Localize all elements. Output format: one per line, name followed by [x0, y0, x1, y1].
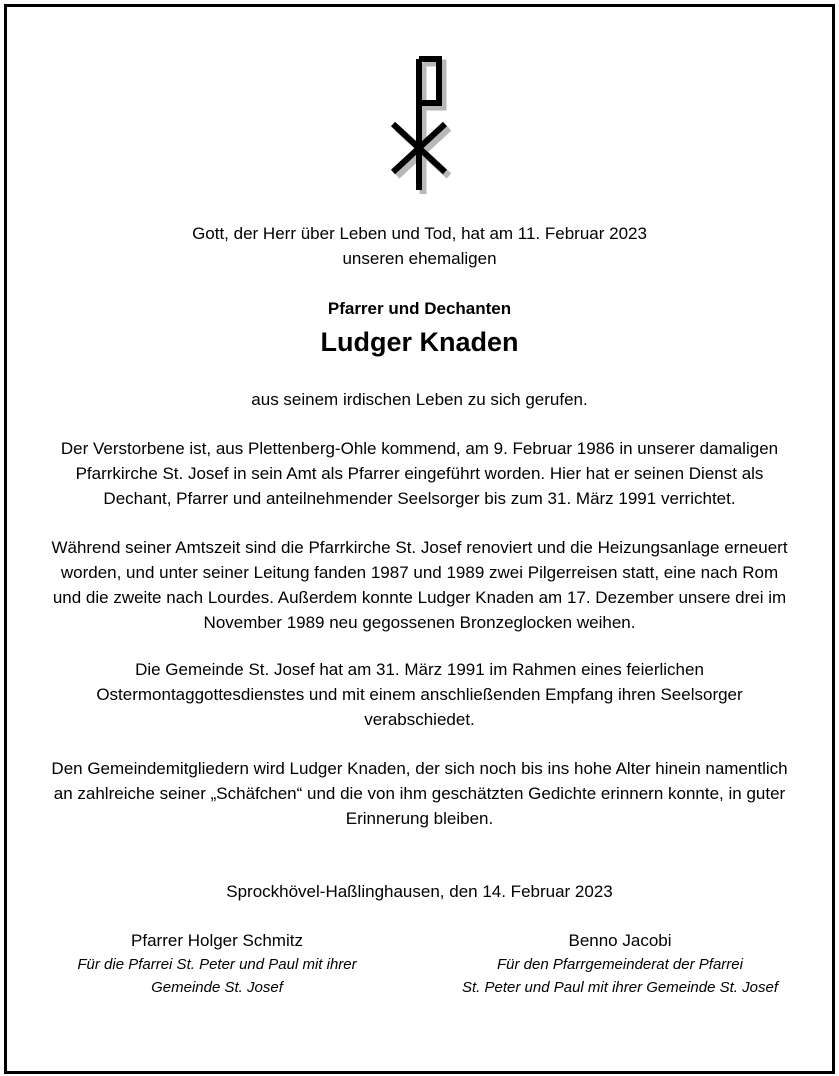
paragraph-career — [10, 436, 829, 511]
intro-line-2: unseren ehemaligen — [342, 249, 497, 268]
paragraph-line: Dechant, Pfarrer und anteilnehmender Seelsorger bis zum 31. März 1991 verrichtet. — [103, 489, 736, 508]
signature-right-line-2: St. Peter und Paul mit ihrer Gemeinde St. Josef — [462, 979, 778, 996]
signature-left-name: Pfarrer Holger Schmitz — [131, 931, 303, 950]
paragraph-line: Während seiner Amtszeit sind die Pfarrkirche St. Josef renoviert und die Heizungsanlage erneuert — [51, 538, 788, 557]
paragraph-line: Erinnerung bleiben. — [345, 809, 494, 828]
paragraph-line: an zahlreiche seiner „Schäfchen“ und die von ihm geschätzten Gedichte erinnern konnte, in guter — [53, 784, 786, 803]
paragraph-line: Ostermontaggottesdienstes und mit einem anschließenden Empfang ihren Seelsorger — [96, 685, 743, 704]
place-date: Sprockhövel-Haßlinghausen, den 14. Februar 2023 — [226, 882, 613, 901]
signature-right-line-1: Für den Pfarrgemeinderat der Pfarrei — [497, 956, 743, 973]
paragraph-line: verabschiedet. — [364, 710, 475, 729]
signature-left-line-1: Für die Pfarrei St. Peter und Paul mit ihrer — [77, 956, 357, 973]
paragraph-farewell — [10, 657, 829, 732]
paragraph-line: November 1989 neu gegossenen Bronzeglocken weihen. — [203, 613, 636, 632]
signature-right — [420, 929, 820, 999]
signature-left — [22, 929, 412, 999]
deceased-role: Pfarrer und Dechanten — [327, 299, 512, 318]
paragraph-line: Die Gemeinde St. Josef hat am 31. März 1991 im Rahmen eines feierlichen — [135, 660, 704, 679]
intro-line-1: Gott, der Herr über Leben und Tod, hat am 11. Februar 2023 — [192, 224, 647, 243]
signature-right-name: Benno Jacobi — [568, 931, 672, 950]
paragraph-line: Der Verstorbene ist, aus Plettenberg-Ohle kommend, am 9. Februar 1986 in unserer damaligen — [60, 439, 779, 458]
paragraph-line: Den Gemeindemitgliedern wird Ludger Knaden, der sich noch bis ins hohe Alter hinein namentlich — [51, 759, 788, 778]
signature-left-line-2: Gemeinde St. Josef — [151, 979, 283, 996]
paragraph-line: Pfarrkirche St. Josef in sein Amt als Pfarrer eingeführt worden. Hier hat er seinen Dienst als — [75, 464, 764, 483]
intro-text — [10, 221, 829, 271]
paragraph-remembrance — [10, 756, 829, 831]
deceased-name: Ludger Knaden — [320, 327, 519, 357]
chi-rho-icon — [383, 54, 457, 198]
paragraph-line: worden, und unter seiner Leitung fanden 1987 und 1989 zwei Pilgerreisen statt, eine nach Rom — [60, 563, 779, 582]
paragraph-line: und die zweite nach Lourdes. Außerdem konnte Ludger Knaden am 17. Dezember unsere drei im — [52, 588, 787, 607]
called-text: aus seinem irdischen Leben zu sich gerufen. — [251, 390, 588, 409]
paragraph-tenure — [10, 535, 829, 635]
